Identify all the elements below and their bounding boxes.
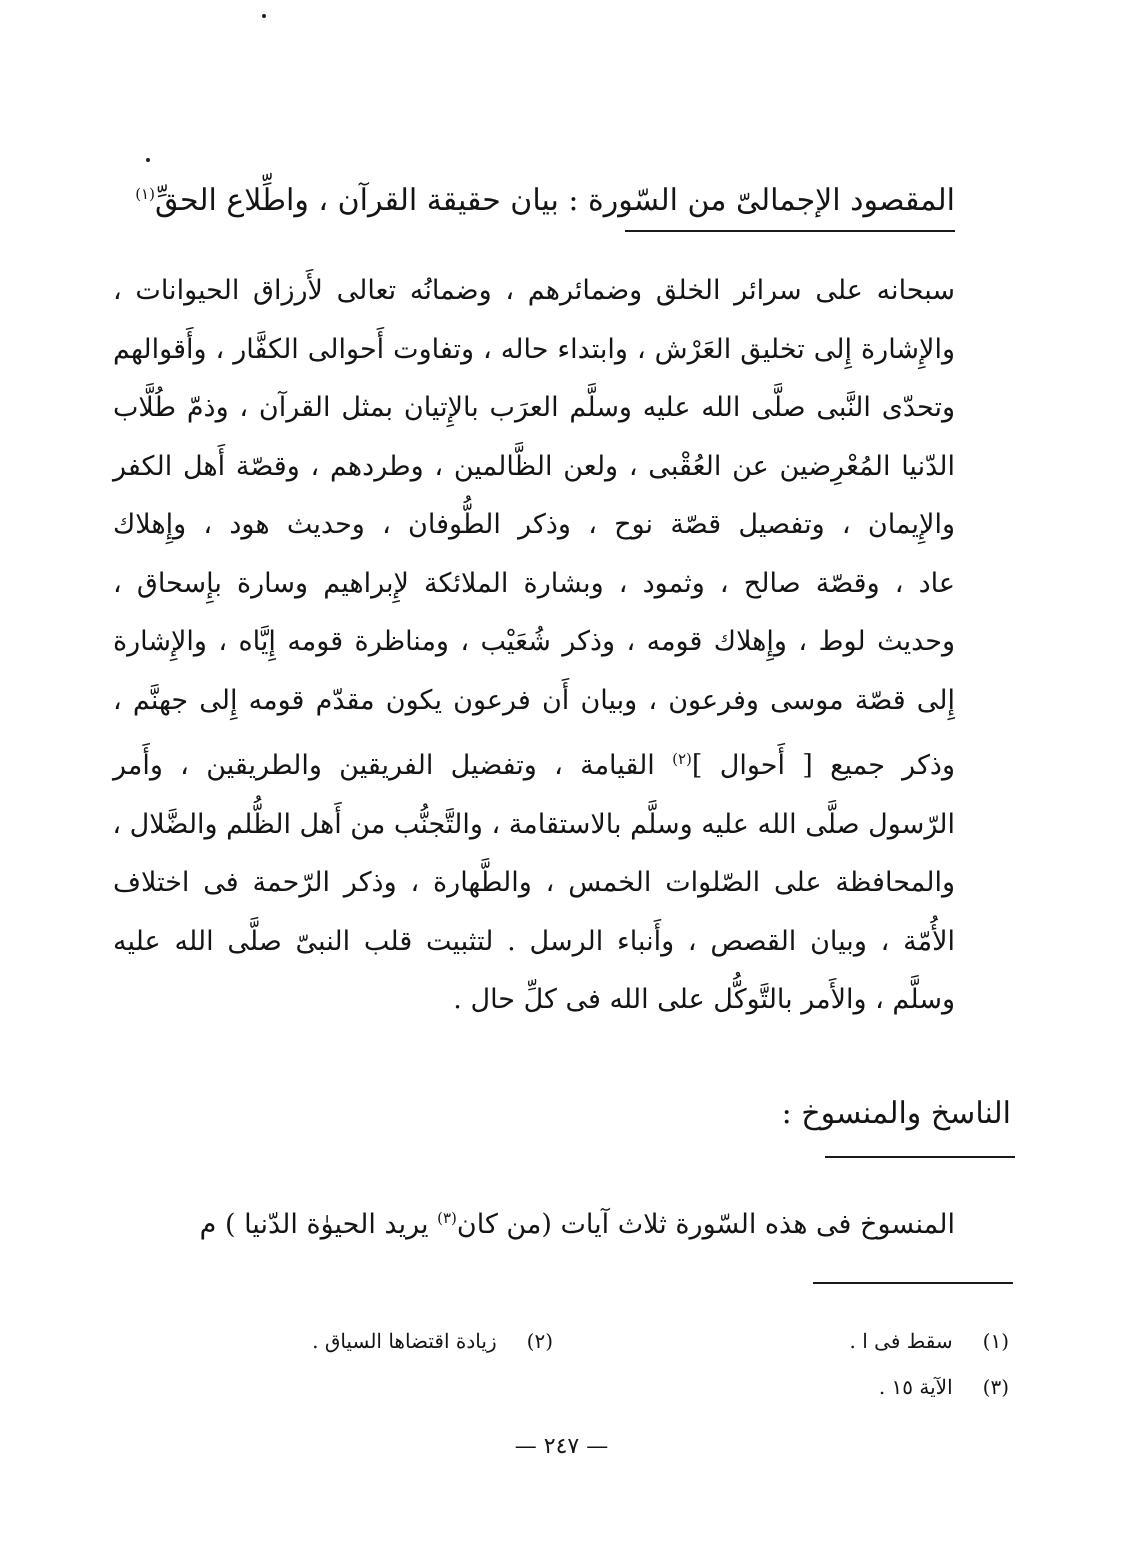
footnote-2 bbox=[312, 1326, 553, 1356]
body-line: وحديث لوط ، وإِهلاك قومه ، وذكر شُعَيْب ، ومناظرة قومه إِيَّاه ، والإِشارة bbox=[113, 626, 955, 657]
body-line: وتحدّى النَّبى صلَّى الله عليه وسلَّم العرَب بالإِتيان بمثل القرآن ، وذمّ طُلَّاب bbox=[113, 392, 955, 423]
abrogated-text-end: يريد الحيوٰة الدّنيا ) م bbox=[199, 1209, 438, 1240]
body-line: وسلَّم ، والأَمر بالتَّوكُّل على الله فى كلِّ حال . bbox=[453, 984, 955, 1015]
footnote-ref-3: (٣) bbox=[437, 1209, 457, 1227]
footnote-number: (٣) bbox=[982, 1375, 1009, 1399]
body-paragraph bbox=[113, 262, 955, 1030]
abrogation-heading: الناسخ والمنسوخ : bbox=[781, 1096, 1011, 1131]
footnote-ref-2: (٢) bbox=[672, 750, 692, 768]
scan-speck bbox=[262, 14, 266, 18]
page-number: — ٢٤٧ — bbox=[514, 1434, 609, 1459]
body-line: والإِيمان ، وتفصيل قصّة نوح ، وذكر الطُّوفان ، وحديث هود ، وإِهلاك bbox=[113, 509, 955, 540]
footnote-1 bbox=[850, 1326, 1009, 1356]
body-line: عاد ، وقصّة صالح ، وثمود ، وبشارة الملائكة لإِبراهيم وسارة بإِسحاق ، bbox=[113, 567, 955, 599]
footnote-rule bbox=[813, 1282, 1013, 1284]
heading-underline bbox=[625, 230, 955, 232]
scan-speck bbox=[146, 158, 150, 162]
section-underline bbox=[825, 1156, 1015, 1158]
body-line: والمحافظة على الصّلوات الخمس ، والطَّهارة ، وذكر الرّحمة فى اختلاف bbox=[113, 867, 955, 898]
body-line: الأُمّة ، وبيان القصص ، وأَنباء الرسل . لتثبيت قلب النبىّ صلَّى الله عليه bbox=[113, 925, 955, 957]
abrogated-verses-line bbox=[113, 1196, 955, 1247]
body-line: سبحانه على سرائر الخلق وضمائرهم ، وضمانُه تعالى لأَرزاق الحيوانات ، bbox=[113, 275, 955, 306]
footnote-3 bbox=[879, 1372, 1009, 1402]
surah-purpose-heading bbox=[135, 172, 955, 223]
body-line: الدّنيا المُعْرِضين عن العُقْبى ، ولعن الظَّالمين ، وطردهم ، وقصّة أَهل الكفر bbox=[113, 450, 955, 482]
footnote-text: الآية ١٥ . bbox=[878, 1375, 953, 1399]
body-line-with-note bbox=[113, 730, 955, 796]
body-line: والإِشارة إِلى تخليق العَرْش ، وابتداء حاله ، وتفاوت أَحوالى الكفَّار ، وأَقوالهم bbox=[113, 333, 955, 365]
footnote-text: سقط فى ا . bbox=[849, 1329, 953, 1353]
footnote-number: (١) bbox=[982, 1329, 1009, 1353]
heading-text: المقصود الإجمالىّ من السّورة : بيان حقيقة القرآن ، واطِّلاع الحقِّ bbox=[154, 183, 955, 218]
body-line: إِلى قصّة موسى وفرعون ، وبيان أَن فرعون يكون مقدّم قومه إِلى جهنَّم ، bbox=[113, 684, 955, 716]
body-line: الرّسول صلَّى الله عليه وسلَّم بالاستقامة ، والتَّجنُّب من أَهل الظُّلم والضَّلال ، bbox=[112, 808, 955, 840]
footnote-number: (٢) bbox=[526, 1329, 553, 1353]
footnote-text: زيادة اقتضاها السياق . bbox=[312, 1329, 497, 1353]
footnote-ref-1: (١) bbox=[135, 185, 155, 203]
bracketed-addition: وذكر جميع [ أَحوال ] bbox=[691, 750, 955, 781]
abrogated-text-start: المنسوخ فى هذه السّورة ثلاث آيات (من كان bbox=[456, 1209, 955, 1240]
body-line-rest: القيامة ، وتفضيل الفريقين والطريقين ، وأَمر bbox=[113, 750, 673, 781]
